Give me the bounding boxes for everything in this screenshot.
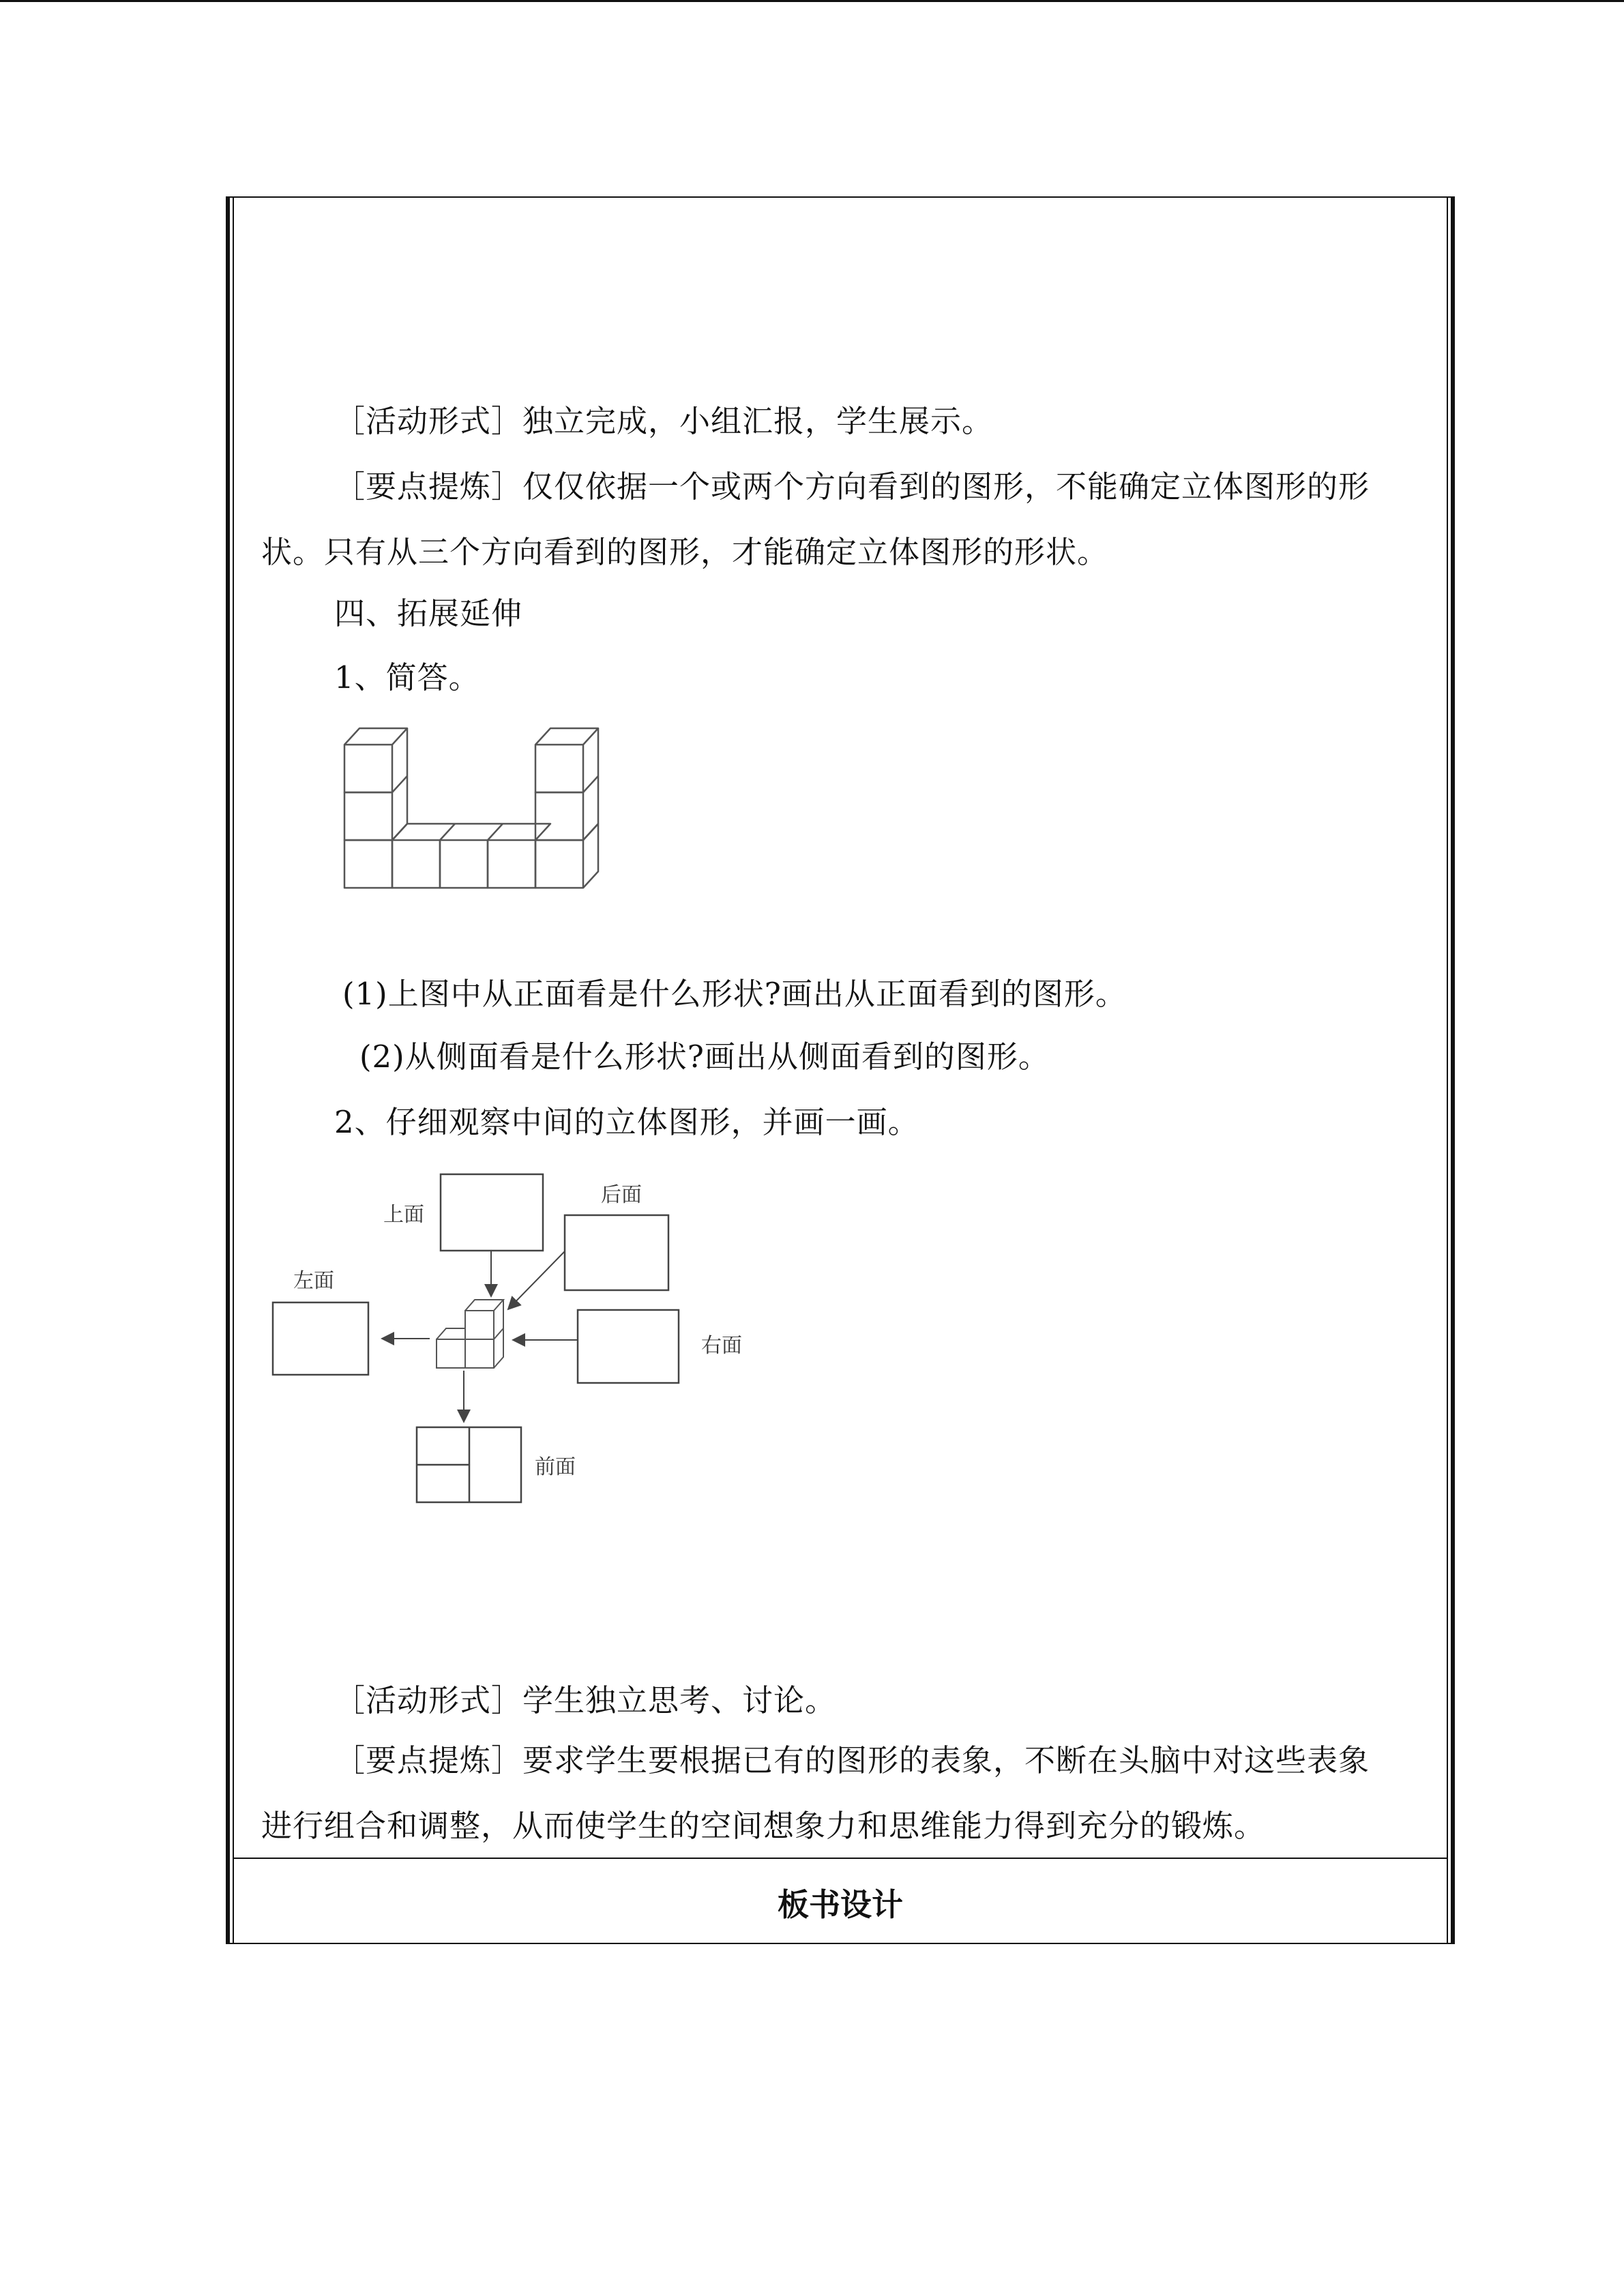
label-top: 上面	[383, 1203, 424, 1227]
label-front: 前面	[535, 1455, 576, 1479]
section-heading-extension: 四、拓展延伸	[334, 595, 523, 631]
view-box-back	[565, 1215, 668, 1290]
view-box-left	[273, 1302, 368, 1375]
question-2-title: 2、仔细观察中间的立体图形，并画一画。	[334, 1104, 919, 1140]
view-arrows	[382, 1251, 578, 1422]
frame-left-thin-border	[233, 196, 234, 1944]
label-right: 右面	[701, 1334, 742, 1358]
label-back: 后面	[601, 1183, 642, 1207]
page-top-rule	[0, 0, 1624, 2]
activity-form-2: ［活动形式］学生独立思考、讨论。	[334, 1682, 837, 1718]
figure-cube-u-shape	[327, 709, 614, 900]
cube-base-row	[344, 824, 598, 888]
board-design-heading: 板书设计	[778, 1886, 903, 1923]
question-1-title: 1、简答。	[334, 659, 480, 696]
view-box-front	[417, 1427, 521, 1502]
keypoint-2-line2: 进行组合和调整，从而使学生的空间想象力和思维能力得到充分的锻炼。	[261, 1808, 1266, 1844]
cube-tower-left	[344, 728, 407, 840]
frame-right-thick-border	[1451, 196, 1455, 1944]
label-left: 左面	[293, 1269, 334, 1293]
activity-form-1: ［活动形式］独立完成，小组汇报，学生展示。	[334, 403, 994, 439]
keypoint-2-line1: ［要点提炼］要求学生要根据已有的图形的表象，不断在头脑中对这些表象	[334, 1742, 1370, 1778]
view-box-right	[578, 1310, 679, 1383]
keypoint-1-line2: 状。只有从三个方向看到的图形，才能确定立体图形的形状。	[261, 534, 1109, 570]
view-box-top	[441, 1174, 543, 1251]
frame-right-thin-border	[1447, 196, 1448, 1944]
center-solid	[437, 1300, 503, 1368]
figure-three-views	[266, 1163, 757, 1504]
question-1-part-2: (2)从侧面看是什么形状?画出从侧面看到的图形。	[359, 1039, 1050, 1075]
frame-left-thick-border	[226, 196, 230, 1944]
question-1-part-1: (1)上图中从正面看是什么形状?画出从正面看到的图形。	[342, 976, 1127, 1012]
keypoint-1-line1: ［要点提炼］仅仅依据一个或两个方向看到的图形，不能确定立体图形的形	[334, 468, 1370, 505]
